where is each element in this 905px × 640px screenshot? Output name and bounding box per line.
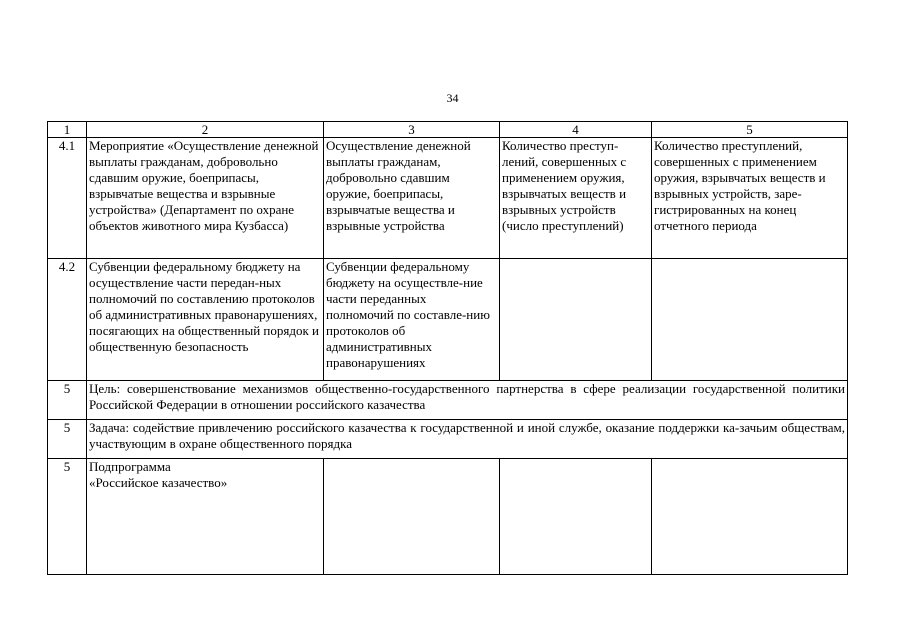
column-header: 2 <box>87 122 324 138</box>
table-row <box>48 381 848 420</box>
event-name-cell: Субвенции федеральному бюджету на осуществление части передан-ных полномочий по составлению протоколов об административных правонарушениях, посягающих на общественный порядок и общественную безопасность <box>87 259 324 381</box>
table-header-row <box>48 122 848 138</box>
indicator-cell <box>500 259 652 381</box>
table-row <box>48 420 848 459</box>
indicator-cell: Количество преступ-лений, совершенных с применением оружия, взрывчатых веществ и взрывных устройств (число преступлений) <box>500 138 652 259</box>
subprogram-title: «Российское казачество» <box>89 475 228 490</box>
table-row <box>48 138 848 259</box>
event-content-cell: Осуществление денежной выплаты гражданам, добровольно сдавшим оружие, боеприпасы, взрывчатые вещества и взрывные устройства <box>324 138 500 259</box>
table-row <box>48 459 848 575</box>
calculation-cell: Количество преступлений, совершенных с применением оружия, взрывчатых веществ и взрывных устройств, заре-гистрированных на конец отчетного периода <box>652 138 848 259</box>
task-cell: Задача: содействие привлечению российского казачества к государственной и иной службе, оказание поддержки ка-зачьим обществам, участвующим в охране общественного порядка <box>87 420 848 459</box>
row-number: 4.2 <box>48 259 87 381</box>
table-row <box>48 259 848 381</box>
goal-cell: Цель: совершенствование механизмов общественно-государственного партнерства в сфере реализации государственной политики Российской Федерации в отношении российского казачества <box>87 381 848 420</box>
row-number: 5 <box>48 381 87 420</box>
calculation-cell <box>652 259 848 381</box>
row-number: 4.1 <box>48 138 87 259</box>
event-content-cell <box>324 459 500 575</box>
event-content-cell: Субвенции федеральному бюджету на осуществле-ние части переданных полномочий по составле-нию протоколов об административных правонарушениях <box>324 259 500 381</box>
subprogram-cell <box>87 459 324 575</box>
column-header: 5 <box>652 122 848 138</box>
row-number: 5 <box>48 420 87 459</box>
event-name-cell: Мероприятие «Осуществление денежной выплаты гражданам, добровольно сдавшим оружие, боеприпасы, взрывчатые вещества и взрывные устройства» (Департамент по охране объектов животного мира Кузбасса) <box>87 138 324 259</box>
calculation-cell <box>652 459 848 575</box>
page-number: 34 <box>446 91 459 105</box>
program-table <box>47 121 848 575</box>
subprogram-label: Подпрограмма <box>89 459 171 474</box>
column-header: 3 <box>324 122 500 138</box>
column-header: 1 <box>48 122 87 138</box>
indicator-cell <box>500 459 652 575</box>
column-header: 4 <box>500 122 652 138</box>
row-number: 5 <box>48 459 87 575</box>
